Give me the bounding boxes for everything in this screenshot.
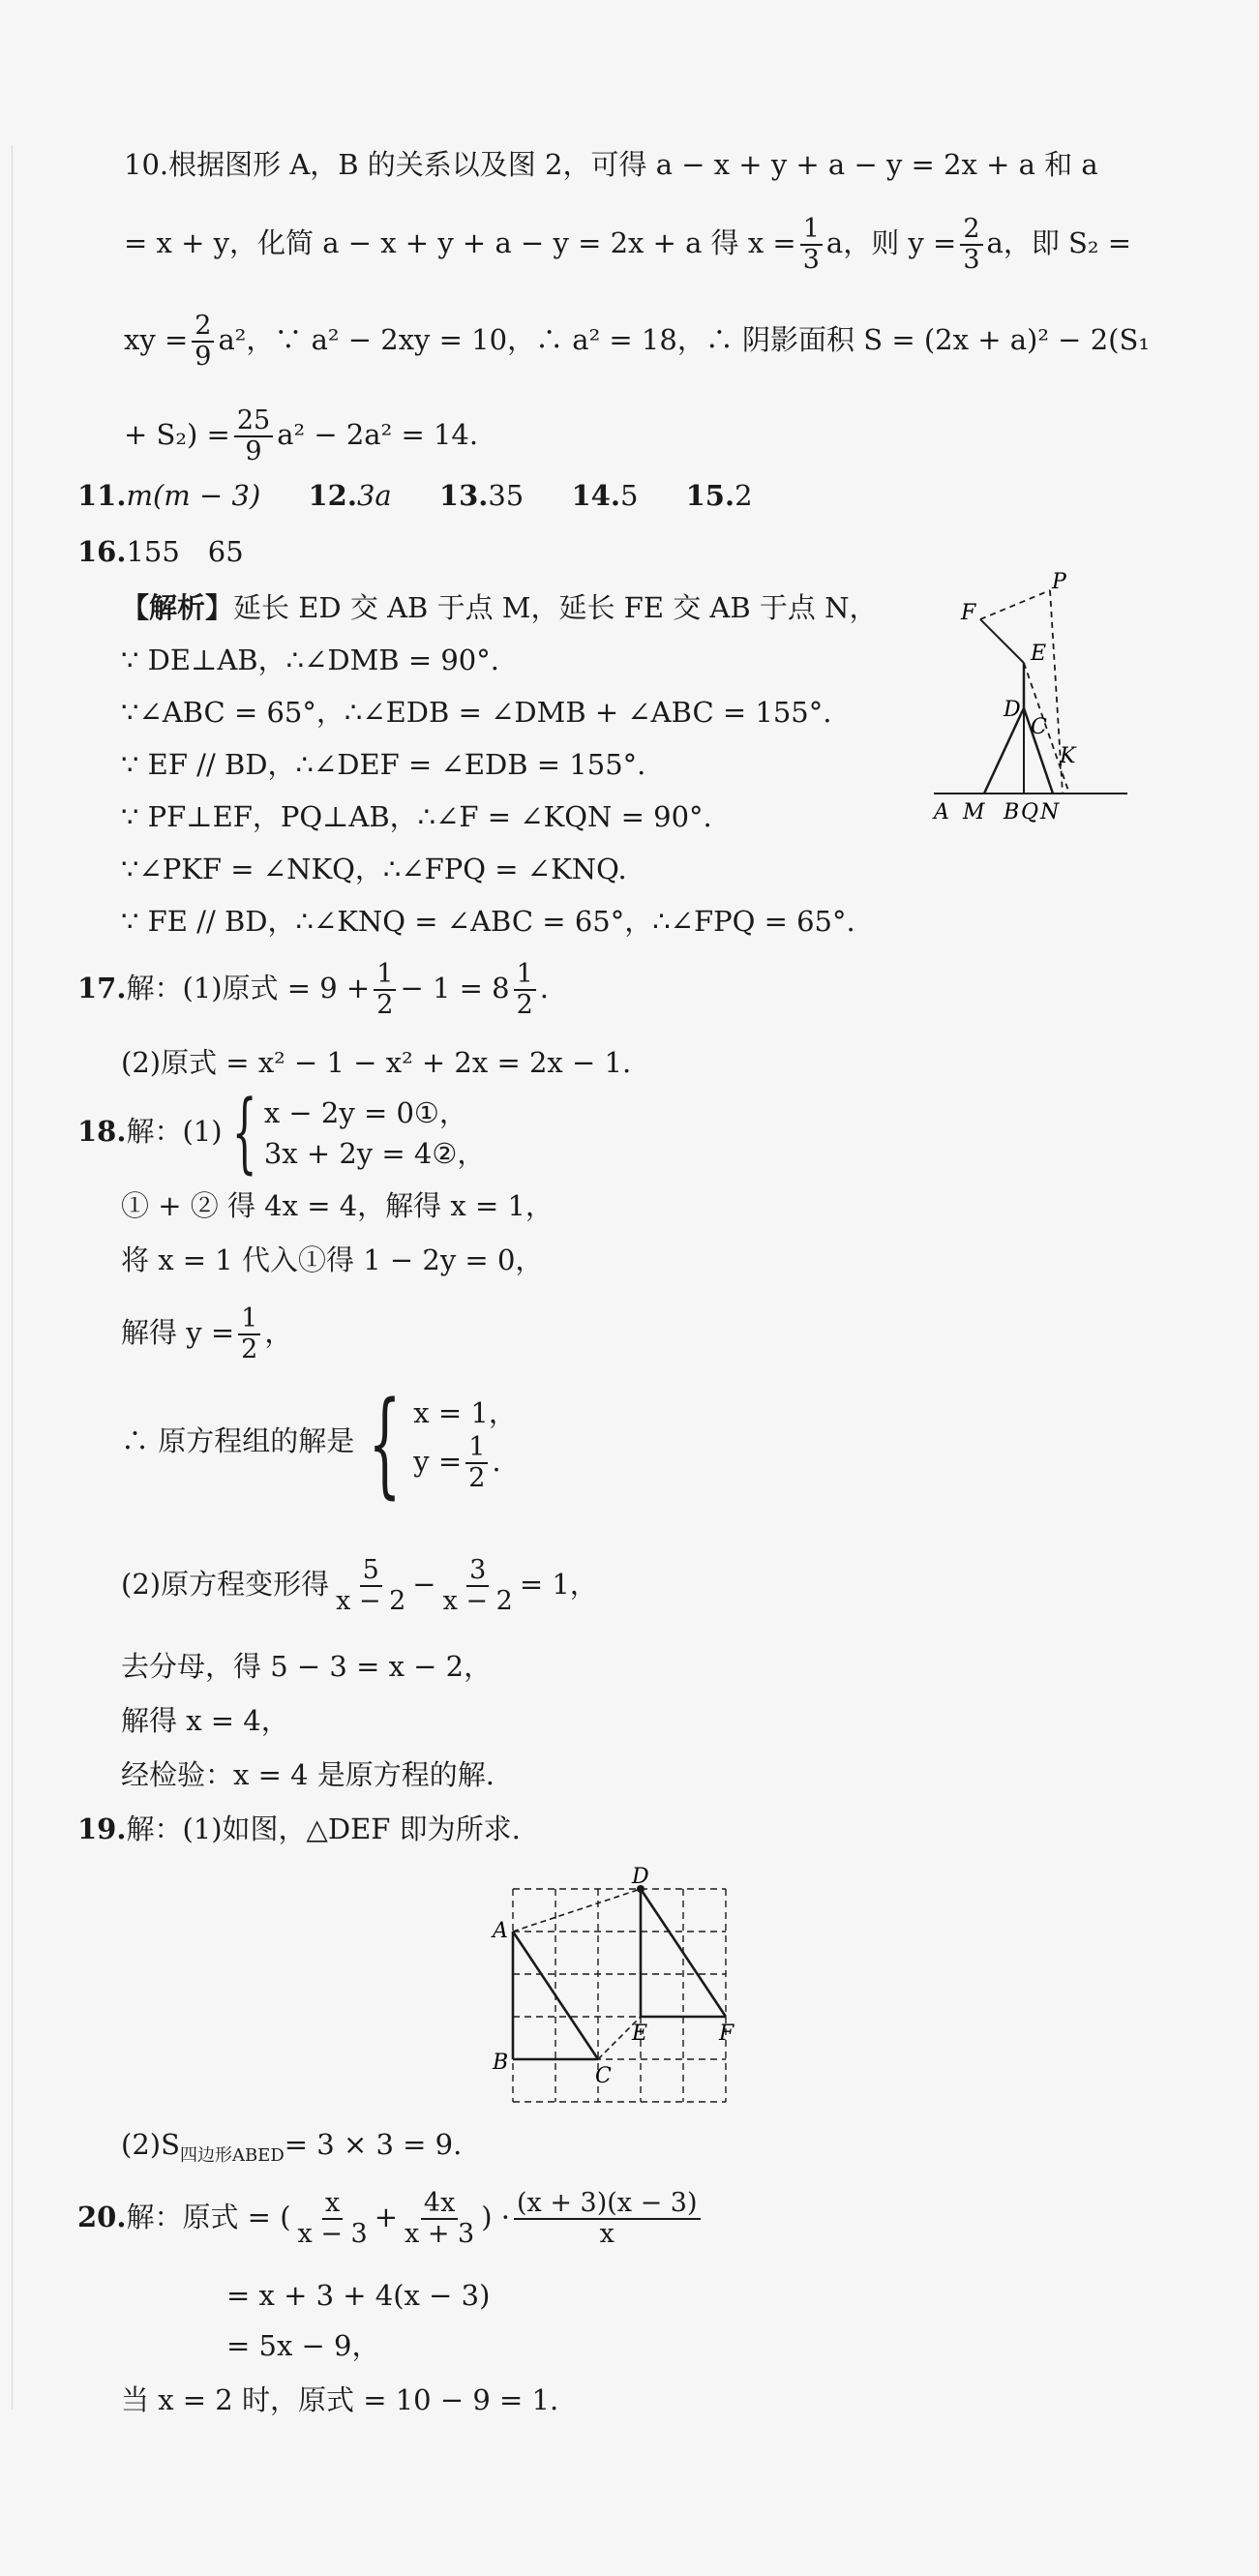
- margin-rule: [12, 145, 13, 2410]
- label-E: E: [632, 2022, 648, 2046]
- q16-answer: 16.155 65: [77, 535, 244, 568]
- label-B: B: [493, 2051, 509, 2075]
- q16-line-2: ∵ DE⊥AB，∴∠DMB = 90°.: [121, 644, 499, 676]
- fraction: $\frac{4x}{x + 3}$: [405, 2188, 475, 2249]
- fraction: $\frac{1}{3}$: [800, 215, 823, 275]
- q18-part-2: (2)原方程变形得 $\frac{5}{x - 2}$ − $\frac{3}{x - 2}$ = 1，: [121, 1555, 598, 1616]
- segment-A-D: [984, 714, 1021, 794]
- fraction: $\frac{5}{x - 2}$: [336, 1555, 406, 1616]
- label-M: M: [963, 800, 985, 824]
- q10-line-4: + S₂) = $\frac{25}{9}$ a² − 2a² = 14.: [124, 405, 479, 466]
- segment-F-P: [980, 590, 1050, 619]
- label-D: D: [632, 1866, 649, 1889]
- q20-line-2: = x + 3 + 4(x − 3): [226, 2279, 491, 2312]
- label-C: C: [1031, 715, 1047, 739]
- q19-part-2: $(2)S_{四边形ABED}= 3 \times 3 = 9$.: [121, 2128, 463, 2166]
- fraction: $\frac{1}{2}$: [374, 960, 396, 1020]
- brace: {: [231, 1082, 257, 1183]
- label-D: D: [1004, 698, 1021, 722]
- label-A: A: [934, 800, 949, 824]
- q10-line-1: 10.根据图形 A，B 的关系以及图 2，可得 a − x + y + a − y = 2x + a 和 a: [124, 148, 1098, 181]
- label-C: C: [595, 2064, 612, 2088]
- q16-line-6: ∵∠PKF = ∠NKQ，∴∠FPQ = ∠KNQ.: [121, 853, 627, 885]
- q19-part-1: 19.解：(1)如图，△DEF 即为所求.: [77, 1812, 521, 1845]
- q16-line-7: ∵ FE // BD，∴∠KNQ = ∠ABC = 65°，∴∠FPQ = 65°.: [121, 905, 855, 938]
- label-E: E: [1031, 642, 1047, 666]
- q18-step-3: 解得 y = $\frac{1}{2}$ ，: [121, 1303, 293, 1364]
- label-N: N: [1040, 800, 1060, 824]
- answers-11-15: 11.m(m − 3) 12.3a 13.35 14.5 15.2: [77, 479, 753, 512]
- fraction: $\frac{(x + 3)(x - 3)}{x}$: [514, 2189, 701, 2249]
- q16-line-4: ∵ EF // BD，∴∠DEF = ∠EDB = 155°.: [121, 748, 646, 781]
- fraction: $\frac{1}{2}$: [465, 1433, 488, 1493]
- q18-step-2: 将 x = 1 代入①得 1 − 2y = 0，: [121, 1243, 544, 1276]
- q10-line-3: xy = $\frac{2}{9}$ a²，∵ a² − 2xy = 10，∴ a² = 18，∴ 阴影面积 S = (2x + a)² − 2(S₁: [124, 311, 1150, 372]
- q17-part-1: 17.解：(1)原式 = 9 + $\frac{1}{2}$ − 1 = 8 $\frac{1}{2}$ .: [77, 959, 549, 1020]
- fraction: $\frac{3}{x - 2}$: [442, 1555, 513, 1616]
- fraction: $\frac{1}{2}$: [238, 1304, 260, 1364]
- q18-solution: ∴ 原方程组的解是 { x = 1， y = $\frac{1}{2}$ .: [121, 1376, 517, 1510]
- q20-line-1: 20.解：原式 = ( $\frac{x}{x - 3}$ + $\frac{4x}{x + 3}$ ) · $\frac{(x + 3)(x - 3)}{x}$: [77, 2189, 704, 2249]
- fraction: $\frac{1}{2}$: [514, 960, 536, 1020]
- fraction: $\frac{2}{3}$: [960, 215, 982, 275]
- label-P: P: [1052, 571, 1066, 594]
- q16-geometry-figure: [924, 571, 1137, 832]
- q18-step-4: 去分母，得 5 − 3 = x − 2，: [121, 1650, 493, 1683]
- label-B: B: [1004, 800, 1020, 824]
- label-F: F: [719, 2022, 734, 2046]
- q17-part-2: (2)原式 = x² − 1 − x² + 2x = 2x − 1.: [121, 1046, 632, 1079]
- label-F: F: [961, 601, 976, 625]
- fraction: $\frac{x}{x - 3}$: [297, 2188, 368, 2249]
- label-K: K: [1060, 744, 1076, 768]
- q19-grid-figure: [489, 1866, 750, 2117]
- q16-line-3: ∵∠ABC = 65°，∴∠EDB = ∠DMB + ∠ABC = 155°.: [121, 696, 832, 729]
- q16-line-1: 【解析】延长 ED 交 AB 于点 M，延长 FE 交 AB 于点 N，: [121, 591, 878, 624]
- q18-step-6: 经检验：x = 4 是原方程的解.: [121, 1758, 495, 1791]
- q20-line-4: 当 x = 2 时，原式 = 10 − 9 = 1.: [121, 2383, 559, 2416]
- q18-step-5: 解得 x = 4，: [121, 1704, 289, 1737]
- segment-A-D: [513, 1889, 641, 1932]
- label-Q: Q: [1021, 800, 1039, 824]
- segment-F-E: [980, 619, 1024, 663]
- q20-line-3: = 5x − 9，: [226, 2329, 380, 2362]
- label-A: A: [493, 1919, 508, 1943]
- fraction: $\frac{25}{9}$: [234, 406, 273, 466]
- brace: {: [368, 1376, 402, 1510]
- q10-line-2: = x + y，化简 a − x + y + a − y = 2x + a 得 x = $\frac{1}{3}$ a，则 y = $\frac{2}{3}$ a，即 S₂ =: [124, 214, 1132, 275]
- q16-line-5: ∵ PF⊥EF，PQ⊥AB，∴∠F = ∠KQN = 90°.: [121, 800, 712, 833]
- q18-step-1: ① + ② 得 4x = 4，解得 x = 1，: [121, 1189, 554, 1222]
- fraction: $\frac{2}{9}$: [192, 312, 214, 372]
- q18-part-1-system: 18.解：(1) { x − 2y = 0①， 3x + 2y = 4②，: [77, 1082, 486, 1183]
